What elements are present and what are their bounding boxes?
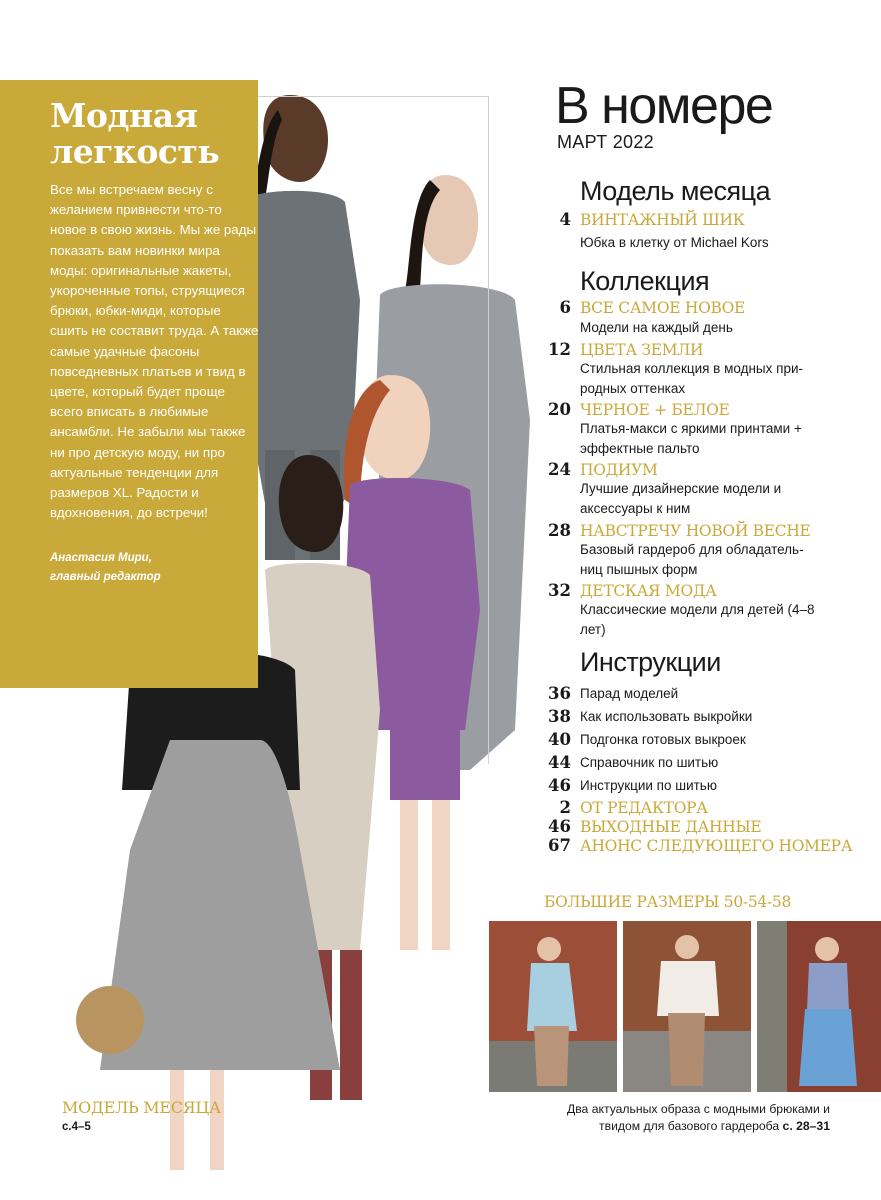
section-title-instructions: Инструкции — [580, 647, 721, 677]
editorial-text: Все мы встречаем весну с желанием привнести что-то новое в свою жизнь. Мы же рады показать вам новинки мира моды: оригинальные жакеты, укороченные топы, струящиеся брюки, юбки-миди, которые сшить не составит труда. А также самые удачные фасоны повседневных платьев и твид в цвете, который будет проще всего вписать в любимые ансамбли. Не забыли мы также ни про детскую моду, ни про актуальные тенденции для размеров XL. Радости и вдохновения, до встречи! — [50, 182, 259, 521]
editorial-box — [0, 80, 258, 688]
frame-line-right — [488, 96, 489, 764]
toc-page-number: 38 — [548, 707, 571, 726]
toc-extra-title[interactable]: ВЫХОДНЫЕ ДАННЫЕ — [580, 818, 762, 836]
caption-pages[interactable]: с. 28–31 — [782, 1119, 830, 1133]
toc-page-number: 44 — [548, 753, 571, 772]
toc-instruction-item[interactable]: Парад моделей — [580, 686, 679, 701]
toc-entry-title[interactable]: ЧЕРНОЕ + БЕЛОЕ — [580, 401, 730, 419]
section-title-collection: Коллекция — [580, 266, 710, 296]
toc-instruction-item[interactable]: Инструкции по шитью — [580, 778, 717, 793]
toc-page-number: 6 — [559, 298, 571, 317]
editorial-signature: Анастасия Мири, главный редактор — [50, 552, 161, 584]
toc-entry-desc: Модели на каждый день — [580, 320, 733, 335]
page-title: В номере — [555, 77, 773, 135]
toc-page-number: 40 — [548, 730, 571, 749]
photo-look-2 — [623, 921, 751, 1092]
toc-page-number: 4 — [559, 210, 571, 229]
section-title-model-of-month: Модель месяца — [580, 176, 771, 206]
big-sizes-range: 50-54-58 — [723, 893, 792, 911]
big-sizes-photos — [489, 921, 875, 1092]
photos-caption — [540, 1101, 830, 1135]
toc-entry-desc: Классические модели для детей (4–8 лет) — [580, 602, 815, 637]
photo-look-1 — [489, 921, 617, 1092]
editorial-title: Модная легкость — [50, 96, 220, 171]
toc-instruction-item[interactable]: Подгонка готовых выкроек — [580, 732, 746, 747]
toc-page-number: 36 — [548, 684, 571, 703]
caption-text: Два актуальных образа с модными брюками и твидом для базового гардероба — [566, 1102, 830, 1133]
toc-instruction-item[interactable]: Как использовать выкройки — [580, 709, 753, 724]
toc-instruction-item[interactable]: Справочник по шитью — [580, 755, 719, 770]
toc-page-number: 67 — [548, 836, 571, 855]
toc-page-number: 46 — [548, 817, 571, 836]
toc-page-number: 32 — [548, 581, 571, 600]
frame-line-top — [258, 96, 488, 97]
photo-tag-label: МОДЕЛЬ МЕСЯЦА — [62, 1098, 221, 1117]
big-sizes-label: БОЛЬШИЕ РАЗМЕРЫ — [544, 893, 720, 911]
toc-extra-title[interactable]: ОТ РЕДАКТОРА — [580, 799, 708, 817]
toc-entry-title[interactable]: ДЕТСКАЯ МОДА — [580, 582, 717, 600]
photo-tag-pages: с.4–5 — [62, 1121, 91, 1133]
toc-entry-desc: Стильная коллекция в модных при-родных оттенках — [580, 361, 803, 396]
toc-entry-title[interactable]: ВСЕ САМОЕ НОВОЕ — [580, 299, 746, 317]
toc-entry-desc: Юбка в клетку от Michael Kors — [580, 235, 769, 250]
toc-page-number: 12 — [548, 340, 571, 359]
toc-entry-desc: Платья-макси с яркими принтами + эффектные пальто — [580, 421, 802, 456]
toc-entry-desc: Лучшие дизайнерские модели и аксессуары к ним — [580, 481, 782, 516]
toc-page-number: 28 — [548, 521, 571, 540]
toc-entry-title[interactable]: НАВСТРЕЧУ НОВОЙ ВЕСНЕ — [580, 522, 811, 540]
toc-entry-desc: Базовый гардероб для обладатель-ниц пышных форм — [580, 542, 804, 577]
photo-look-3 — [757, 921, 881, 1092]
toc-page-number: 46 — [548, 776, 571, 795]
issue-date: МАРТ 2022 — [557, 132, 654, 152]
toc-page-number: 24 — [548, 460, 571, 479]
toc-page-number: 2 — [559, 798, 571, 817]
toc-entry-title[interactable]: ЦВЕТА ЗЕМЛИ — [580, 341, 704, 359]
toc-entry-title[interactable]: ВИНТАЖНЫЙ ШИК — [580, 211, 745, 229]
toc-extra-title[interactable]: АНОНС СЛЕДУЮЩЕГО НОМЕРА — [580, 837, 853, 855]
big-sizes-heading[interactable] — [544, 893, 791, 911]
toc-entry-title[interactable]: ПОДИУМ — [580, 461, 658, 479]
toc-page-number: 20 — [548, 400, 571, 419]
